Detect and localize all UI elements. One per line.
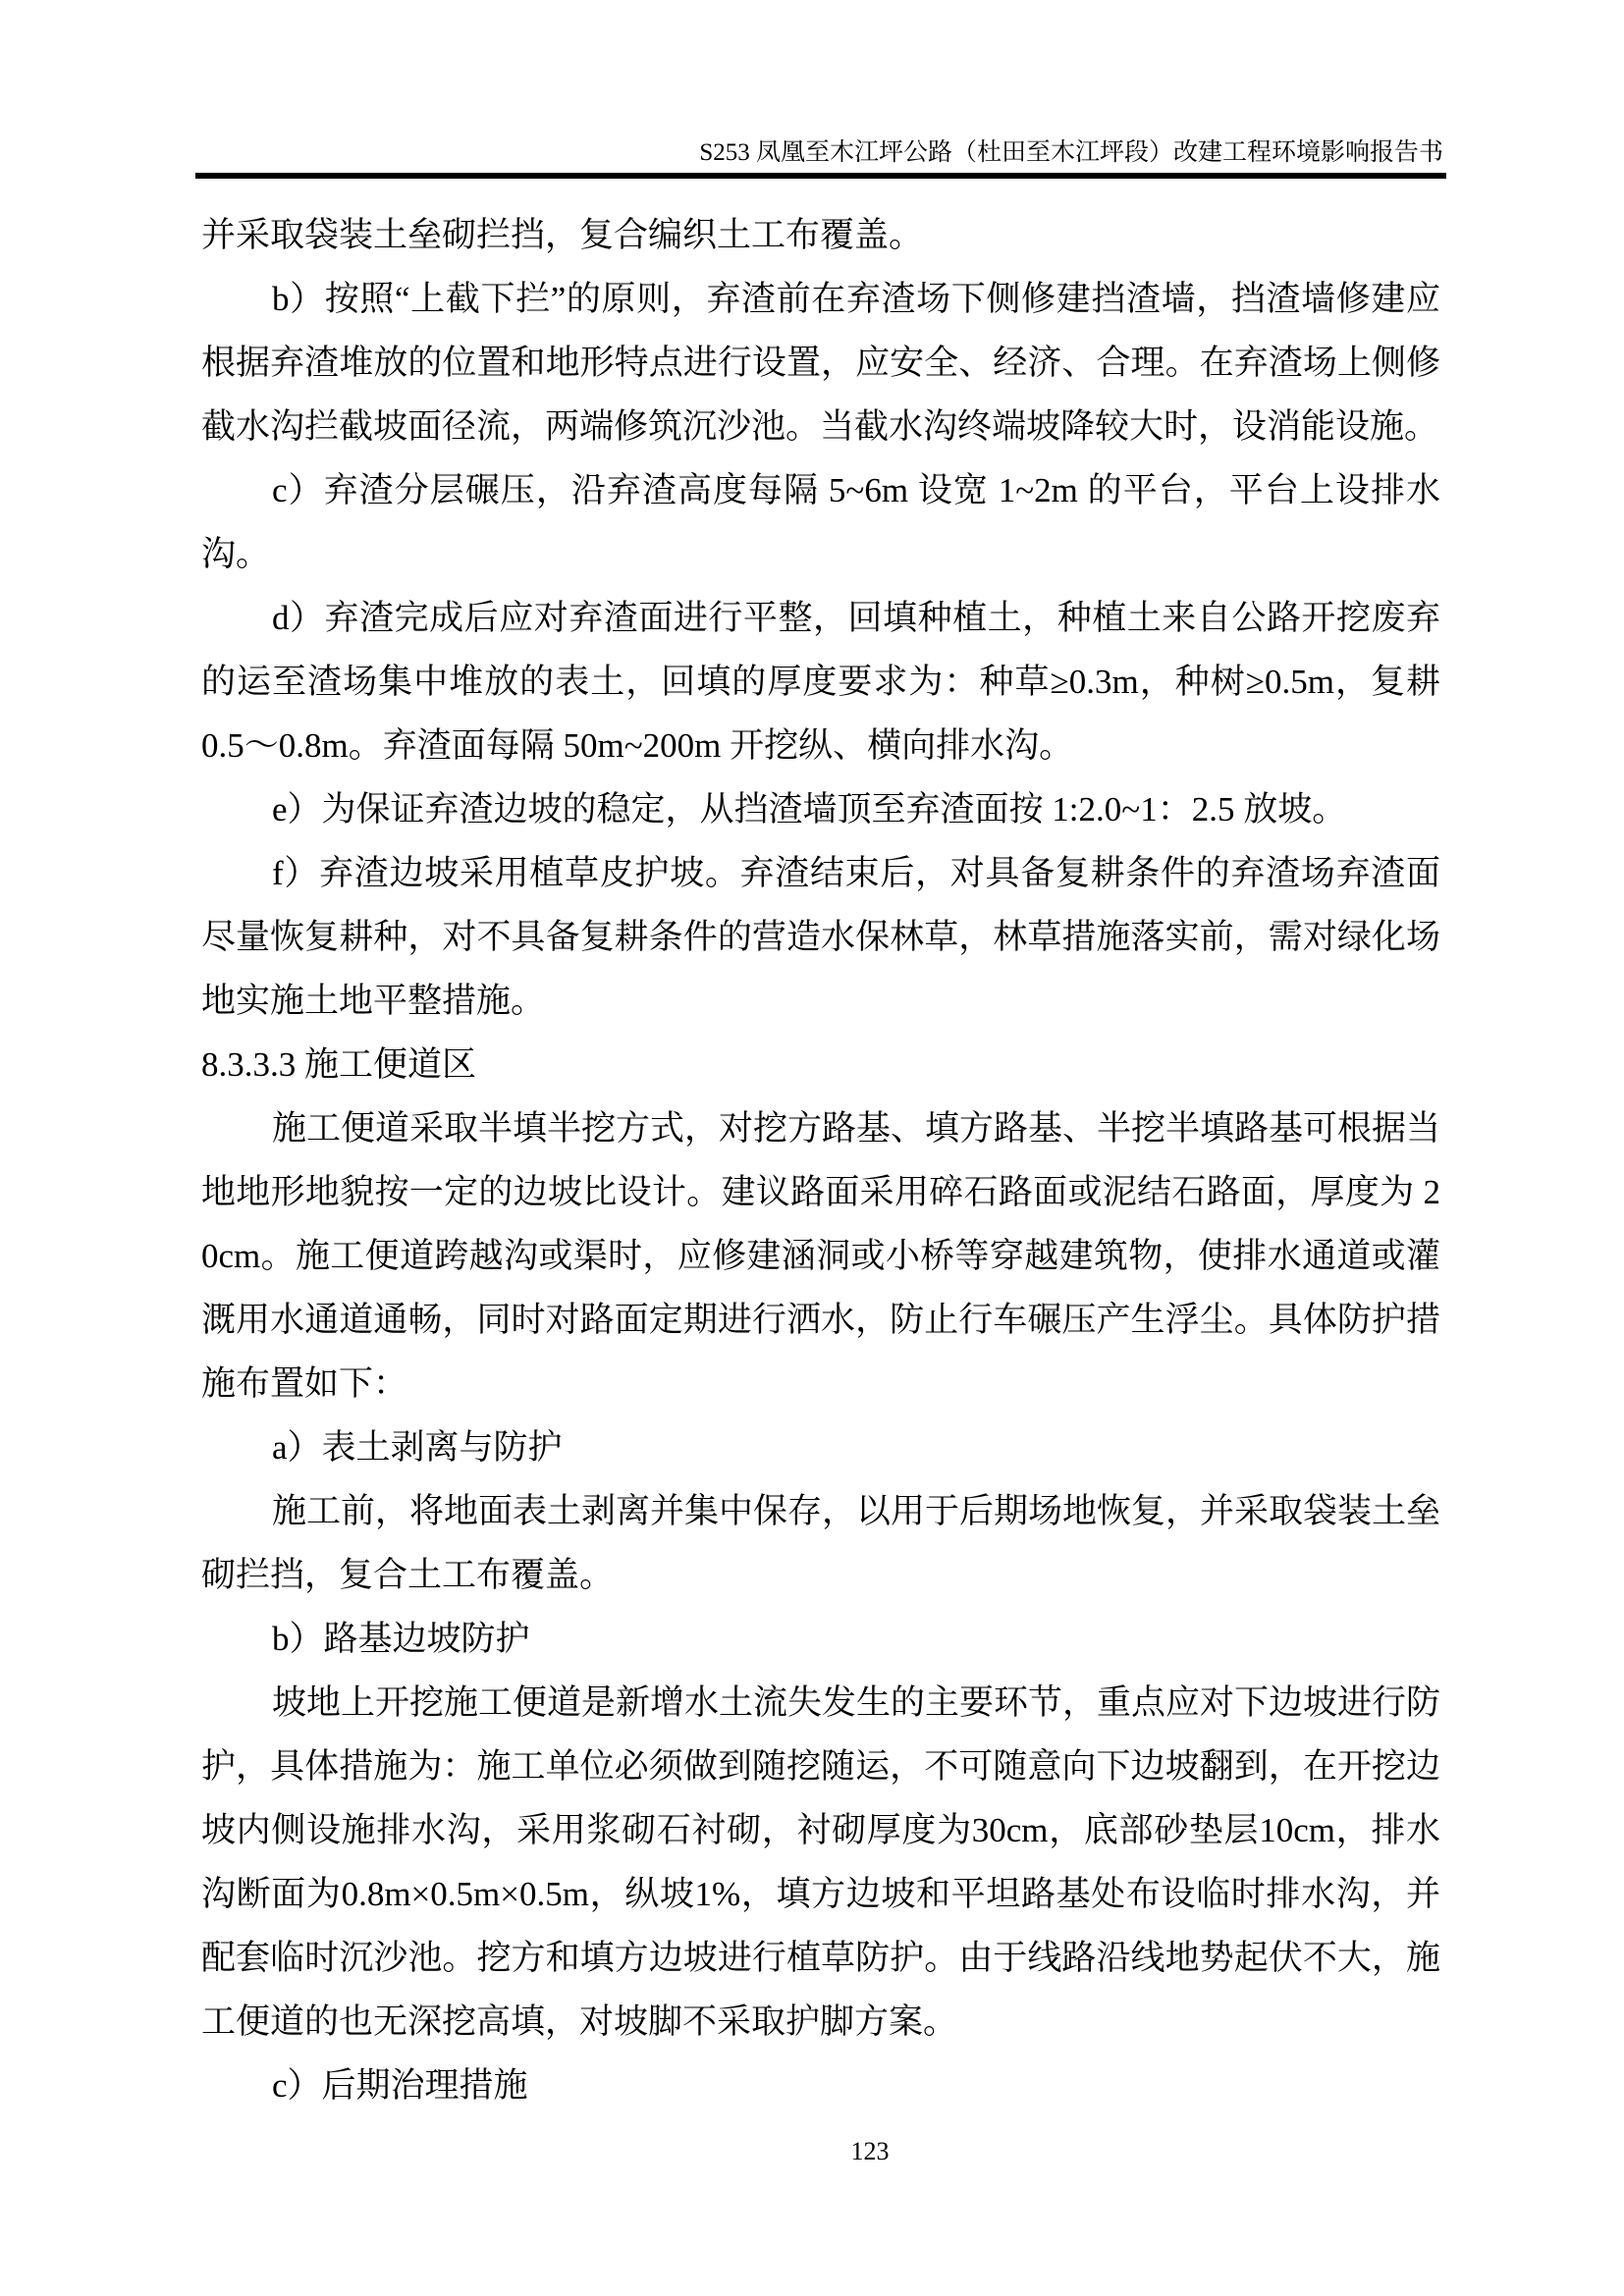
item-b-slope-heading: b）路基边坡防护 (272, 1620, 530, 1658)
item-e-slope-ratio: e）为保证弃渣边坡的稳定，从挡渣墙顶至弃渣面按 1:2.0~1：2.5 放坡。 (272, 790, 1347, 828)
item-a-topsoil-heading: a）表土剥离与防护 (272, 1428, 563, 1467)
section-heading-8-3-3-3: 8.3.3.3 施工便道区 (201, 1045, 477, 1084)
item-c-compaction: c）弃渣分层碾压，沿弃渣高度每隔 5~6m 设宽 1~2m 的平台，平台上设排水沟。 (201, 471, 1440, 573)
header-rule (195, 173, 1446, 179)
header-title: S253 凤凰至木江坪公路（杜田至木江坪段）改建工程环境影响报告书 (699, 139, 1443, 166)
continuation-paragraph: 并采取袋装土垒砌拦挡，复合编织土工布覆盖。 (201, 216, 924, 254)
item-f-grass-slope: f）弃渣边坡采用植草皮护坡。弃渣结束后，对具备复耕条件的弃渣场弃渣面尽量恢复耕种，对不具备复耕条件的营造水保林草，林草措施落实前，需对绿化场地实施土地平整措施。 (201, 854, 1440, 1020)
slope-protection-paragraph: 坡地上开挖施工便道是新增水土流失发生的主要环节，重点应对下边坡进行防护，具体措施为：施工单位必须做到随挖随运，不可随意向下边坡翻到，在开挖边坡内侧设施排水沟，采用浆砌石衬砌，衬砌厚度为30cm，底部砂垫层10cm，排水沟断面为0.8m×0.5m×0.5m，纵坡1%，填方边坡和平坦路基处布设临时排水沟，并配套临时沉沙池。挖方和填方边坡进行植草防护。由于线路沿线地势起伏不大，施工便道的也无深挖高填，对坡脚不采取护脚方案。 (201, 1683, 1441, 2041)
item-b-retaining-wall: b）按照“上截下拦”的原则，弃渣前在弃渣场下侧修建挡渣墙，挡渣墙修建应根据弃渣堆放的位置和地形特点进行设置，应安全、经济、合理。在弃渣场上侧修截水沟拦截坡面径流，两端修筑沉沙池。当截水沟终端坡降较大时，设消能设施。 (201, 280, 1440, 446)
item-c-later-treatment-heading: c）后期治理措施 (272, 2066, 528, 2105)
page-number: 123 (850, 2137, 890, 2165)
item-d-leveling: d）弃渣完成后应对弃渣面进行平整，回填种植土，种植土来自公路开挖废弃的运至渣场集中堆放的表土，回填的厚度要求为：种草≥0.3m，种树≥0.5m，复耕 0.5～0.8m。弃渣面每隔 50m~200m 开挖纵、横向排水沟。 (201, 599, 1440, 765)
access-road-intro-paragraph: 施工便道采取半填半挖方式，对挖方路基、填方路基、半挖半填路基可根据当地地形地貌按一定的边坡比设计。建议路面采用碎石路面或泥结石路面，厚度为 20cm。施工便道跨越沟或渠时，应修建涵洞或小桥等穿越建筑物，使排水通道或灌溉用水通道通畅，同时对路面定期进行洒水，防止行车碾压产生浮尘。具体防护措施布置如下： (201, 1109, 1441, 1403)
document-body (201, 203, 1440, 2117)
topsoil-protection-paragraph: 施工前，将地面表土剥离并集中保存，以用于后期场地恢复，并采取袋装土垒砌拦挡，复合土工布覆盖。 (201, 1492, 1441, 1594)
